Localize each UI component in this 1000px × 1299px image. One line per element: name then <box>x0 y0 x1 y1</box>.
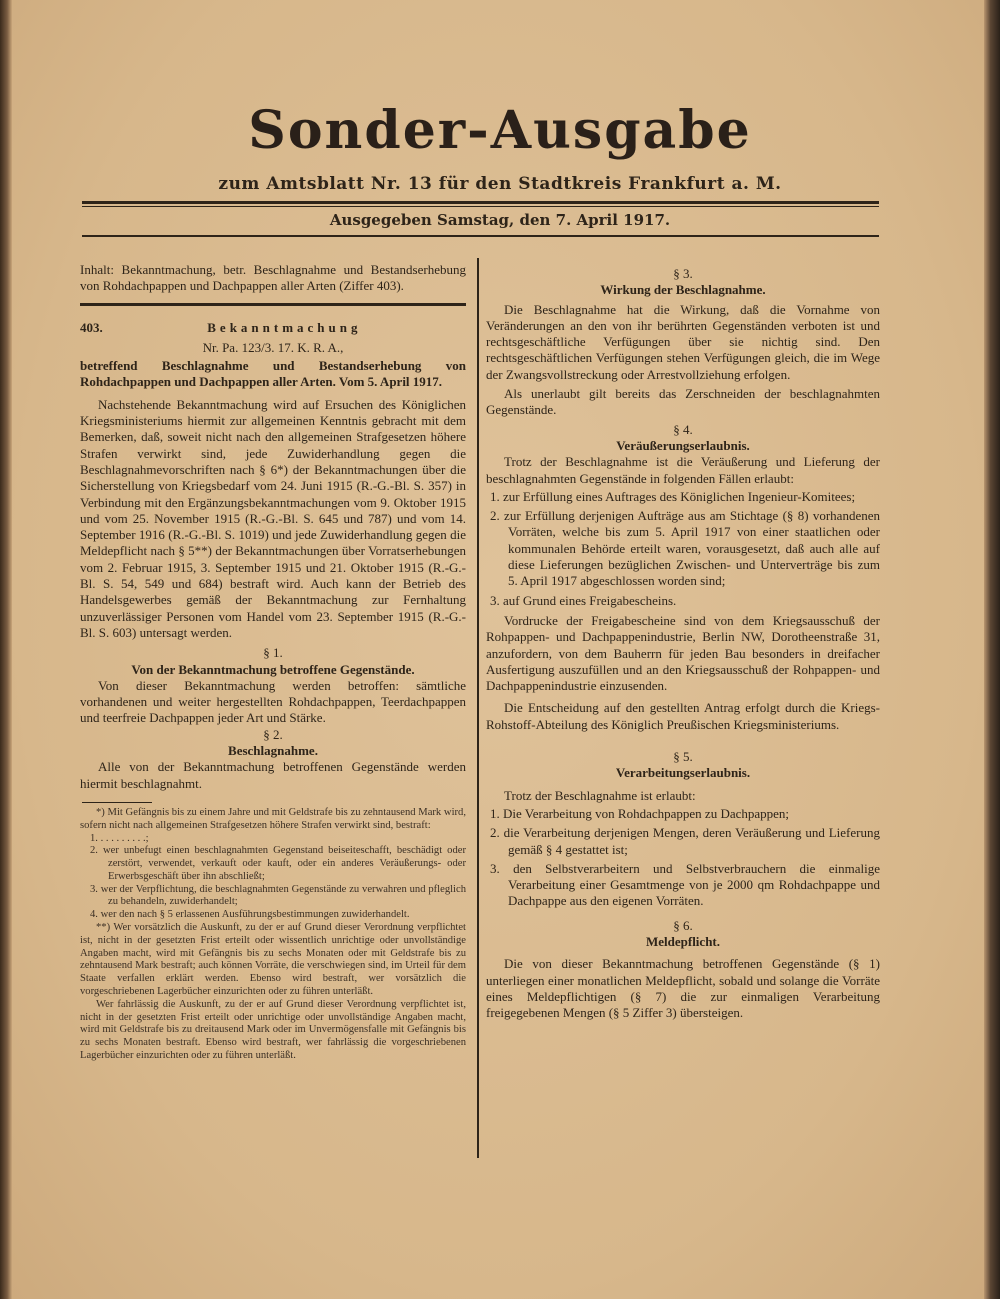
section-4-text: Trotz der Beschlagnahme ist die Veräußerung und Lieferung der beschlagnahmten Gegenstände in folgenden Fällen erlaubt: <box>486 454 880 486</box>
footnote-rule <box>82 802 152 803</box>
section-5-text: Trotz der Beschlagnahme ist erlaubt: <box>504 787 696 803</box>
contents-summary: Inhalt: Bekanntmachung, betr. Beschlagnahme und Bestandserhebung von Rohdachpappen und Dachpappen aller Arten (Ziffer 403). <box>80 262 466 294</box>
notice-number: 403. <box>80 319 103 335</box>
section-5-item: 3. den Selbstverarbeitern und Selbstverbrauchern die einmalige Verarbeitung einer Gesamtmenge von je 2000 qm Rohdachpappe und Dachpappe aus den eigenen Vorräten. <box>490 860 880 909</box>
book-binding-edge <box>0 0 12 1299</box>
masthead-rule-thin <box>82 206 879 207</box>
footnote-1-intro: *) Mit Gefängnis bis zu einem Jahre und mit Geldstrafe bis zu zehntausend Mark wird, sofern nicht nach allgemeinen Strafgesetzen höhere Strafen verwirkt sind, bestraft: <box>80 806 466 831</box>
section-5-title: Verarbeitungserlaubnis. <box>615 765 751 781</box>
notice-subject: betreffend Beschlagnahme und Bestandserhebung von Rohdachpappen und Dachpappen aller Arten. Vom 5. April 1917. <box>80 358 466 390</box>
issue-date: Ausgegeben Samstag, den 7. April 1917. <box>329 211 671 229</box>
section-5-item: 2. die Verarbeitung derjenigen Mengen, deren Veräußerung und Lieferung gemäß § 4 gestattet ist; <box>490 825 880 857</box>
section-6-number: § 6. <box>673 917 693 933</box>
masthead-title: Sonder-Ausgabe <box>248 100 752 161</box>
footnote-1-item: 4. wer den nach § 5 erlassenen Ausführungsbestimmungen zuwiderhandelt. <box>90 909 410 921</box>
page-right-edge <box>984 0 1000 1299</box>
section-5-number: § 5. <box>673 749 693 765</box>
section-2-title: Beschlagnahme. <box>228 743 318 759</box>
notice-reference: Nr. Pa. 123/3. 17. K. R. A., <box>202 339 344 355</box>
section-4-number: § 4. <box>673 421 693 437</box>
section-4-text: Die Entscheidung auf den gestellten Antrag erfolgt durch die Kriegs-Rohstoff-Abteilung des Königlich Preußischen Kriegsministeriums. <box>486 700 880 732</box>
section-5-item: 1. Die Verarbeitung von Rohdachpappen zu Dachpappen; <box>490 805 790 821</box>
section-4-text: Vordrucke der Freigabescheine sind von dem Kriegsausschuß der Rohpappen- und Dachpappenindustrie, Berlin NW, Dorotheenstraße 31, anzufordern, von dem Bauherrn für jeden Bau besonders in dreifacher Ausfertigung auszufüllen und an den Kriegsausschuß der Rohpappen- und Dachpappenindustrie einzusenden. <box>486 612 880 694</box>
notice-heading: Bekanntmachung <box>207 319 362 335</box>
section-4-item: 1. zur Erfüllung eines Auftrages des Königlichen Ingenieur-Komitees; <box>490 488 856 504</box>
section-3-text: Als unerlaubt gilt bereits das Zerschneiden der beschlagnahmten Gegenstände. <box>486 386 880 418</box>
footnote-3: Wer fahrlässig die Auskunft, zu der er auf Grund dieser Verordnung verpflichtet ist, nicht in der gesetzten Frist erteilt oder unrichtige oder unvollständige Angaben macht, wird mit Geldstrafe bis zu dreitausend Mark oder im Unvermögensfalle mit Gefängnis bis zu sechs Monaten bestraft. Ebenso wird bestraft, wer fahrlässig die vorgeschriebenen Lagerbücher einzurichten oder zu führen unterläßt. <box>80 998 466 1062</box>
section-3-title: Wirkung der Beschlagnahme. <box>600 282 766 298</box>
right-column <box>486 266 880 1021</box>
footnote-1-item: 3. wer der Verpflichtung, die beschlagnahmten Gegenstände zu verwahren und pfleglich zu behandeln, zuwiderhandelt; <box>90 883 466 908</box>
section-4-title: Veräußerungserlaubnis. <box>616 437 750 453</box>
section-3-number: § 3. <box>673 266 693 281</box>
notice-intro: Nachstehende Bekanntmachung wird auf Ersuchen des Königlichen Kriegsministeriums hiermit zur allgemeinen Kenntnis gebracht mit dem Bemerken, daß, soweit nicht nach den allgemeinen Strafgesetzen höhere Strafen verwirkt sind, jede Zuwiderhandlung gegen die Beschlagnahmevorschriften nach § 6*) der Bekanntmachungen über die Sicherstellung von Kriegsbedarf vom 24. Juni 1915 (R.-G.-Bl. S. 357) in Verbindung mit den Ergänzungsbekanntmachungen vom 9. Oktober 1915 und vom 25. November 1915 (R.-G.-Bl. S. 645 und 787) und vom 14. September 1916 (R.-G.-Bl. S. 1019) und jede Zuwiderhandlung gegen die Meldepflicht nach § 5**) der Bekanntmachungen über Vorratserhebungen vom 2. Februar 1915, 3. September 1915 und 21. Oktober 1915 (R.-G.-Bl. S. 54, 549 und 684) bestraft wird. Auch kann der Betrieb des Handelsgewerbes gemäß der Bekanntmachung zur Fernhaltung unzuverlässiger Personen vom Handel vom 23. September 1915 (R.-G.-Bl. S. 603) untersagt werden. <box>80 396 466 640</box>
section-1-text: Von dieser Bekanntmachung werden betroffen: sämtliche vorhandenen und weiter hergestellten Rohdachpappen, Teerdachpappen und teerfreie Dachpappen jeder Art und Stärke. <box>80 677 466 726</box>
masthead-subtitle: zum Amtsblatt Nr. 13 für den Stadtkreis Frankfurt a. M. <box>218 174 782 194</box>
footnotes <box>80 807 466 1063</box>
section-4-item: 2. zur Erfüllung derjenigen Aufträge aus am Stichtage (§ 8) vorhandenen Vorräten, welche bis zum 5. April 1917 von einer staatlichen oder kommunalen Behörde erteilt waren, vorausgesetzt, daß auch alle auf diese Lieferungen bezüglichen Zwischen- und Unterverträge bis zum 5. April 1917 abgeschlossen worden sind; <box>490 508 880 589</box>
section-4-item: 3. auf Grund eines Freigabescheins. <box>490 592 677 608</box>
column-divider <box>477 258 479 1158</box>
section-6-title: Meldepflicht. <box>645 933 720 949</box>
section-3-text: Die Beschlagnahme hat die Wirkung, daß die Vornahme von Veränderungen an den von ihr berührten Gegenständen verboten ist und rechtsgeschäftliche Verfügungen über sie nichtig sind. Den rechtsgeschäftlichen Verfügungen stehen Verfügungen gleich, die im Wege der Zwangsvollstreckung oder Arrestvollziehung erfolgen. <box>486 301 880 382</box>
section-2-number: § 2. <box>263 726 283 742</box>
left-column <box>80 262 466 1063</box>
section-6-text: Die von dieser Bekanntmachung betroffenen Gegenstände (§ 1) unterliegen einer monatlichen Meldepflicht, sobald und solange die Vorräte eines Meldepflichtigen (§ 7) die zur einmaligen Verarbeitung freigegebenen Mengen (§ 5 Ziffer 3) übersteigen. <box>486 956 880 1021</box>
section-1-title: Von der Bekanntmachung betroffene Gegenstände. <box>131 661 415 677</box>
header-bottom-rule <box>82 235 879 237</box>
footnote-1-item: 2. wer unbefugt einen beschlagnahmten Gegenstand beiseiteschafft, beschädigt oder zerstört, verwendet, verkauft oder kauft, oder ein anderes Veräußerungs- oder Erwerbsgeschäft über ihn abschließt; <box>90 845 466 882</box>
footnote-1-item: 1. . . . . . . . . .; <box>90 832 149 844</box>
footnote-2: **) Wer vorsätzlich die Auskunft, zu der er auf Grund dieser Verordnung verpflichtet ist, nicht in der gesetzten Frist erteilt oder wissentlich unrichtige oder unvollständige Angaben macht, wird mit Gefängnis bis zu sechs Monaten oder mit Geldstrafe bis zu zehntausend Mark bestraft; auch können Vorräte, die verschwiegen sind, im Urteil für dem Staate verfallen erklärt werden. Ebenso wird bestraft, wer vorsätzlich die vorgeschriebenen Lagerbücher einzurichten oder zu führen unterläßt. <box>80 922 466 998</box>
contents-rule <box>80 303 466 306</box>
masthead-rule <box>82 201 879 204</box>
section-2-text: Alle von der Bekanntmachung betroffenen Gegenstände werden hiermit beschlagnahmt. <box>80 759 466 791</box>
section-1-number: § 1. <box>263 645 283 661</box>
